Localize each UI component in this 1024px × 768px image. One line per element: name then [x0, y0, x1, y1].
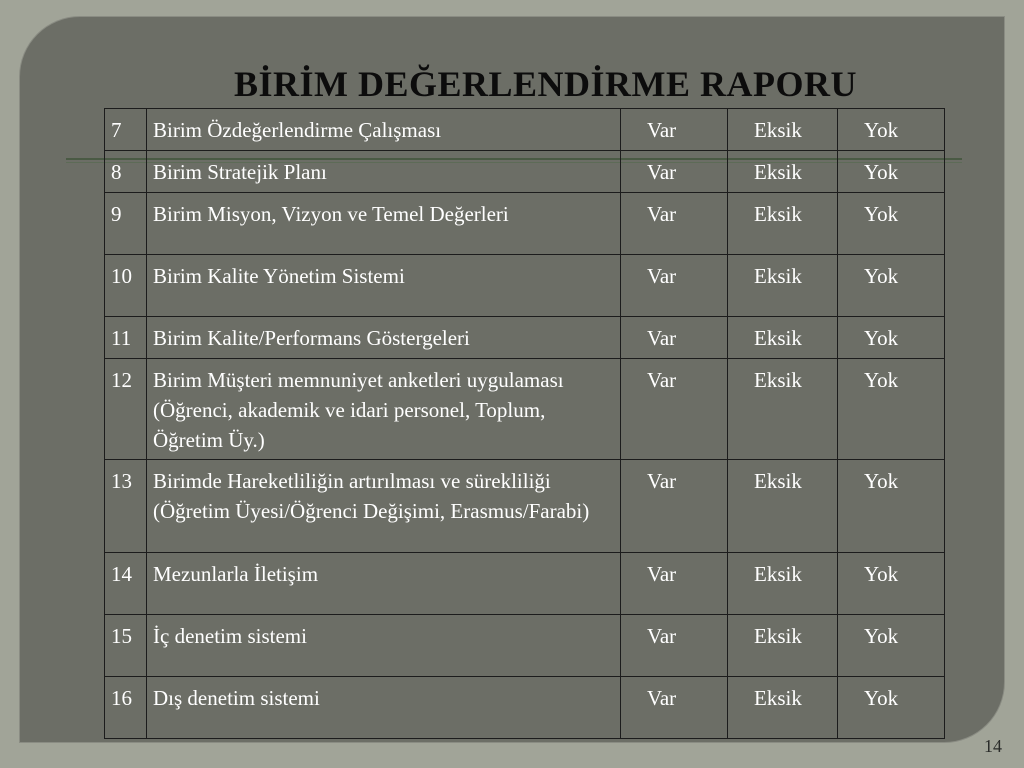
checkbox-icon[interactable]: [844, 373, 858, 387]
checkbox-icon[interactable]: [844, 123, 858, 137]
option-eksik-cell[interactable]: [728, 460, 838, 553]
option-var-label: Var: [647, 326, 677, 350]
checkbox-icon[interactable]: [844, 207, 858, 221]
checkbox-icon[interactable]: [844, 629, 858, 643]
option-var-label: Var: [647, 160, 677, 184]
checkbox-icon[interactable]: [734, 331, 748, 345]
option-var-cell[interactable]: [621, 109, 728, 151]
option-var-label: Var: [647, 368, 677, 392]
checkbox-icon[interactable]: [627, 207, 641, 221]
checkbox-icon[interactable]: [844, 691, 858, 705]
page-number: 14: [984, 736, 1002, 756]
row-number: 11: [105, 317, 147, 359]
option-var-label: Var: [647, 469, 677, 493]
option-eksik-label: Eksik: [754, 624, 802, 648]
option-yok-cell[interactable]: [838, 255, 945, 317]
checkbox-icon[interactable]: [844, 474, 858, 488]
option-yok-cell[interactable]: [838, 109, 945, 151]
table-row: [105, 317, 945, 359]
option-var-cell[interactable]: [621, 359, 728, 460]
criterion-name: Birim Müşteri memnuniyet anketleri uygulaması (Öğrenci, akademik ve idari personel, Toplum, Öğretim Üy.): [147, 359, 621, 460]
option-yok-label: Yok: [864, 368, 899, 392]
table-row: [105, 460, 945, 553]
option-yok-cell[interactable]: [838, 677, 945, 739]
option-var-label: Var: [647, 118, 677, 142]
option-var-cell[interactable]: [621, 151, 728, 193]
option-var-cell[interactable]: [621, 677, 728, 739]
option-eksik-label: Eksik: [754, 469, 802, 493]
option-eksik-label: Eksik: [754, 264, 802, 288]
table-row: [105, 359, 945, 460]
option-yok-cell[interactable]: [838, 317, 945, 359]
row-number: 8: [105, 151, 147, 193]
option-var-cell[interactable]: [621, 193, 728, 255]
option-var-label: Var: [647, 686, 677, 710]
option-yok-cell[interactable]: [838, 615, 945, 677]
option-yok-label: Yok: [864, 562, 899, 586]
page-title: BİRİM DEĞERLENDİRME RAPORU: [234, 64, 858, 104]
checkbox-icon[interactable]: [844, 269, 858, 283]
checkbox-icon[interactable]: [844, 567, 858, 581]
criterion-name: Birim Kalite/Performans Göstergeleri: [147, 317, 621, 359]
option-var-label: Var: [647, 624, 677, 648]
table-row: [105, 151, 945, 193]
evaluation-table: [104, 108, 945, 739]
option-yok-label: Yok: [864, 624, 899, 648]
row-number: 9: [105, 193, 147, 255]
criterion-name: Dış denetim sistemi: [147, 677, 621, 739]
row-number: 13: [105, 460, 147, 553]
option-eksik-label: Eksik: [754, 202, 802, 226]
row-number: 14: [105, 553, 147, 615]
checkbox-icon[interactable]: [734, 373, 748, 387]
table-row: [105, 255, 945, 317]
criterion-name: Birim Stratejik Planı: [147, 151, 621, 193]
option-var-cell[interactable]: [621, 460, 728, 553]
table-row: [105, 553, 945, 615]
row-number: 10: [105, 255, 147, 317]
option-eksik-label: Eksik: [754, 562, 802, 586]
criterion-name: Birim Misyon, Vizyon ve Temel Değerleri: [147, 193, 621, 255]
checkbox-icon[interactable]: [734, 207, 748, 221]
table-row: [105, 109, 945, 151]
option-var-cell[interactable]: [621, 553, 728, 615]
option-eksik-cell[interactable]: [728, 615, 838, 677]
option-var-cell[interactable]: [621, 615, 728, 677]
option-eksik-label: Eksik: [754, 368, 802, 392]
checkbox-icon[interactable]: [844, 331, 858, 345]
checkbox-icon[interactable]: [627, 165, 641, 179]
option-yok-label: Yok: [864, 160, 899, 184]
option-eksik-cell[interactable]: [728, 151, 838, 193]
option-var-label: Var: [647, 562, 677, 586]
criterion-name: Birimde Hareketliliğin artırılması ve sürekliliği (Öğretim Üyesi/Öğrenci Değişimi, Erasmus/Farabi): [147, 460, 621, 553]
option-yok-cell[interactable]: [838, 193, 945, 255]
option-yok-cell[interactable]: [838, 151, 945, 193]
row-number: 12: [105, 359, 147, 460]
option-eksik-label: Eksik: [754, 686, 802, 710]
checkbox-icon[interactable]: [734, 165, 748, 179]
option-eksik-cell[interactable]: [728, 255, 838, 317]
option-var-label: Var: [647, 202, 677, 226]
option-eksik-cell[interactable]: [728, 553, 838, 615]
criterion-name: Birim Kalite Yönetim Sistemi: [147, 255, 621, 317]
option-eksik-cell[interactable]: [728, 109, 838, 151]
criterion-name: İç denetim sistemi: [147, 615, 621, 677]
checkbox-icon[interactable]: [627, 691, 641, 705]
checkbox-icon[interactable]: [734, 123, 748, 137]
row-number: 16: [105, 677, 147, 739]
option-yok-cell[interactable]: [838, 359, 945, 460]
checkbox-icon[interactable]: [734, 474, 748, 488]
option-yok-label: Yok: [864, 326, 899, 350]
option-yok-cell[interactable]: [838, 460, 945, 553]
criterion-name: Mezunlarla İletişim: [147, 553, 621, 615]
row-number: 15: [105, 615, 147, 677]
checkbox-icon[interactable]: [627, 567, 641, 581]
checkbox-icon[interactable]: [627, 373, 641, 387]
option-yok-label: Yok: [864, 686, 899, 710]
option-eksik-cell[interactable]: [728, 677, 838, 739]
checkbox-icon[interactable]: [627, 629, 641, 643]
row-number: 7: [105, 109, 147, 151]
option-var-label: Var: [647, 264, 677, 288]
option-eksik-cell[interactable]: [728, 193, 838, 255]
option-eksik-label: Eksik: [754, 118, 802, 142]
option-eksik-label: Eksik: [754, 326, 802, 350]
option-yok-label: Yok: [864, 469, 899, 493]
checkbox-icon[interactable]: [734, 629, 748, 643]
checkbox-icon[interactable]: [734, 567, 748, 581]
option-yok-label: Yok: [864, 264, 899, 288]
option-var-cell[interactable]: [621, 255, 728, 317]
option-eksik-cell[interactable]: [728, 359, 838, 460]
checkbox-icon[interactable]: [844, 165, 858, 179]
checkbox-icon[interactable]: [734, 691, 748, 705]
checkbox-icon[interactable]: [627, 331, 641, 345]
table-row: [105, 677, 945, 739]
option-var-cell[interactable]: [621, 317, 728, 359]
table-row: [105, 615, 945, 677]
table-row: [105, 193, 945, 255]
option-yok-cell[interactable]: [838, 553, 945, 615]
option-eksik-cell[interactable]: [728, 317, 838, 359]
checkbox-icon[interactable]: [627, 474, 641, 488]
criterion-name: Birim Özdeğerlendirme Çalışması: [147, 109, 621, 151]
evaluation-table-body: [105, 109, 945, 739]
option-yok-label: Yok: [864, 118, 899, 142]
option-eksik-label: Eksik: [754, 160, 802, 184]
option-yok-label: Yok: [864, 202, 899, 226]
checkbox-icon[interactable]: [734, 269, 748, 283]
checkbox-icon[interactable]: [627, 123, 641, 137]
checkbox-icon[interactable]: [627, 269, 641, 283]
